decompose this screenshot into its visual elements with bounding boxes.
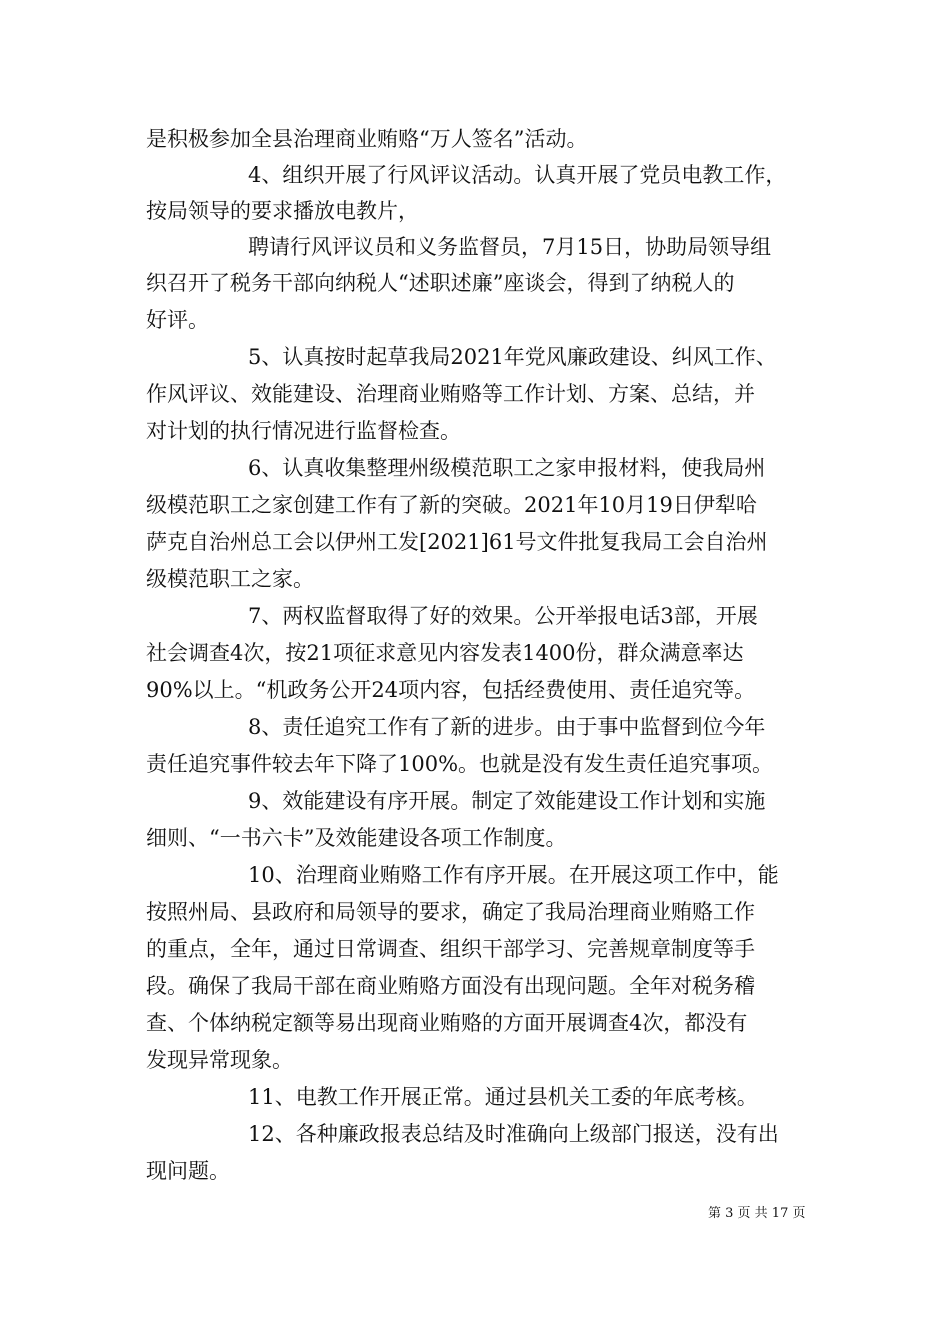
text-line: 作风评议、效能建设、治理商业贿赂等工作计划、方案、总结，并 [146, 382, 755, 406]
text-line: 织召开了税务干部向纳税人“述职述廉”座谈会，得到了纳税人的 [146, 271, 735, 295]
text-line: 10、治理商业贿赂工作有序开展。在开展这项工作中，能 [248, 863, 779, 887]
text-line: 12、各种廉政报表总结及时准确向上级部门报送，没有出 [248, 1122, 779, 1146]
text-line: 7、两权监督取得了好的效果。公开举报电话3部，开展 [248, 604, 758, 628]
text-line: 社会调查4次，按21项征求意见内容发表1400份，群众满意率达 [146, 641, 744, 665]
text-line: 按照州局、县政府和局领导的要求，确定了我局治理商业贿赂工作 [146, 900, 755, 924]
text-line: 9、效能建设有序开展。制定了效能建设工作计划和实施 [248, 789, 766, 813]
text-line: 6、认真收集整理州级模范职工之家申报材料，使我局州 [248, 456, 766, 480]
text-line: 11、电教工作开展正常。通过县机关工委的年底考核。 [248, 1085, 758, 1109]
text-line: 级模范职工之家创建工作有了新的突破。2021年10月19日伊犁哈 [146, 493, 757, 517]
text-line: 8、责任追究工作有了新的进步。由于事中监督到位今年 [248, 715, 766, 739]
text-line: 是积极参加全县治理商业贿赂“万人签名”活动。 [146, 127, 588, 151]
text-line: 萨克自治州总工会以伊州工发[2021]61号文件批复我局工会自治州 [146, 530, 768, 554]
text-line: 现问题。 [146, 1159, 230, 1183]
text-line: 90%以上。“机政务公开24项内容，包括经费使用、责任追究等。 [146, 678, 756, 702]
text-line: 好评。 [146, 308, 209, 332]
text-line: 的重点，全年，通过日常调查、组织干部学习、完善规章制度等手 [146, 937, 755, 961]
text-line: 按局领导的要求播放电教片， [146, 199, 419, 223]
text-line: 细则、“一书六卡”及效能建设各项工作制度。 [146, 826, 567, 850]
text-line: 5、认真按时起草我局2021年党风廉政建设、纠风工作、 [248, 345, 777, 369]
text-line: 聘请行风评议员和义务监督员，7月15日，协助局领导组 [248, 235, 772, 259]
text-line: 4、组织开展了行风评议活动。认真开展了党员电教工作， [248, 163, 787, 187]
text-line: 级模范职工之家。 [146, 567, 314, 591]
text-line: 对计划的执行情况进行监督检查。 [146, 419, 461, 443]
text-line: 责任追究事件较去年下降了100%。也就是没有发生责任追究事项。 [146, 752, 774, 776]
text-line: 查、个体纳税定额等易出现商业贿赂的方面开展调查4次，都没有 [146, 1011, 748, 1035]
text-line: 段。确保了我局干部在商业贿赂方面没有出现问题。全年对税务稽 [146, 974, 755, 998]
text-line: 发现异常现象。 [146, 1048, 293, 1072]
page-number: 第 3 页 共 17 页 [708, 1206, 806, 1221]
